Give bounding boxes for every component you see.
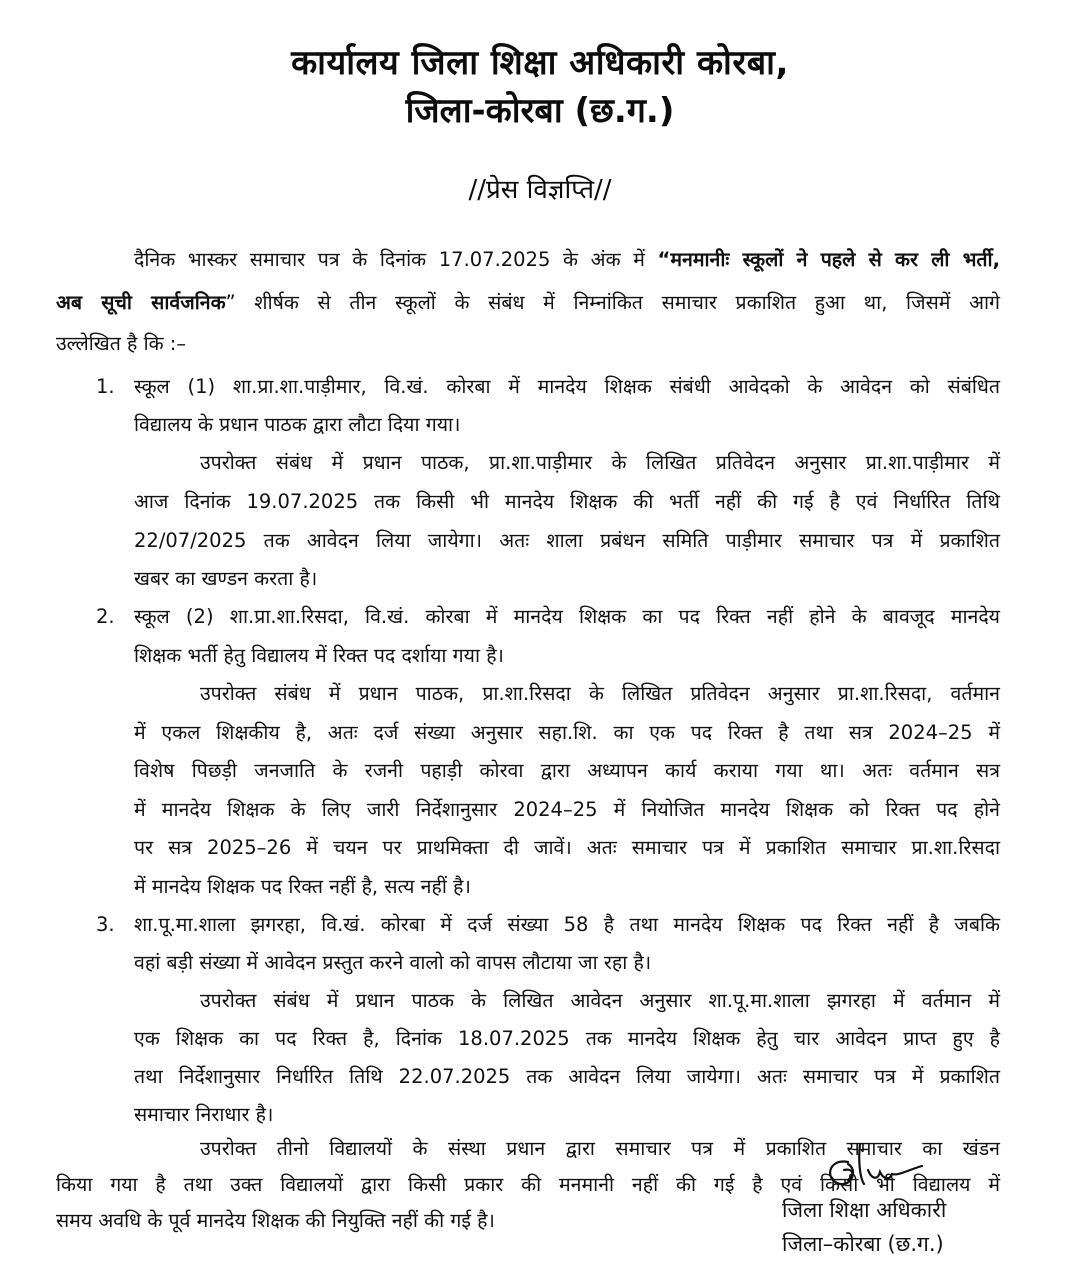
item-number: 2. xyxy=(96,605,115,628)
item-claim-line: शा.पू.मा.शाला झगरहा, वि.खं. कोरबा में दर्ज संख्या 58 है तथा मानदेय शिक्षक पद रिक्त नहीं है जबकि xyxy=(134,913,1000,936)
item-response-line: आज दिनांक 19.07.2025 तक किसी भी मानदेय शिक्षक की भर्ती नहीं की गई है एवं निर्धारित तिथि xyxy=(134,490,1000,513)
item-response-line: समाचार निराधार है। xyxy=(134,1103,274,1126)
conclusion-line: समय अवधि के पूर्व मानदेय शिक्षक की नियुक्ति नहीं की गई है। xyxy=(56,1209,495,1232)
conclusion-line: किया गया है तथा उक्त विद्यालयों द्वारा किसी प्रकार की मनमानी नहीं की गई है एवं किसी भी विद्यालय में xyxy=(56,1173,1000,1196)
signatory-district: जिला–कोरबा (छ.ग.) xyxy=(782,1232,944,1256)
intro-line-2 xyxy=(56,290,1000,318)
intro-text: दैनिक भास्कर समाचार पत्र के दिनांक 17.07.2025 के अंक में xyxy=(134,248,658,271)
intro-line-3: उल्लेखित है कि :– xyxy=(56,332,187,355)
item-response-line: पर सत्र 2025–26 में चयन पर प्राथमिक्ता दी जावें। अतः समाचार पत्र में प्रकाशित समाचार प्रा.शा.रिसदा xyxy=(134,836,1000,859)
signatory-designation: जिला शिक्षा अधिकारी xyxy=(782,1198,947,1222)
item-number: 3. xyxy=(96,913,115,936)
item-response-line: 22/07/2025 तक आवेदन लिया जायेगा। अतः शाला प्रबंधन समिति पाड़ीमार समाचार पत्र में प्रकाशित xyxy=(134,529,1000,552)
district-title: जिला-कोरबा (छ.ग.) xyxy=(405,91,675,131)
handwritten-signature xyxy=(818,1140,928,1200)
item-response-line: में मानदेय शिक्षक पद रिक्त नहीं है, सत्य नहीं है। xyxy=(134,875,471,898)
item-claim-line: स्कूल (2) शा.प्रा.शा.रिसदा, वि.खं. कोरबा में मानदेय शिक्षक का पद रिक्त नहीं होने के बावजूद मानदेय xyxy=(134,605,1000,628)
item-claim-line: स्कूल (1) शा.प्रा.शा.पाड़ीमार, वि.खं. कोरबा में मानदेय शिक्षक संबंधी आवेदको के आवेदन को संबंधित xyxy=(134,375,1000,398)
conclusion-line: उपरोक्त तीनो विद्यालयों के संस्था प्रधान द्वारा समाचार पत्र में प्रकाशित समाचार का खंडन xyxy=(200,1137,1000,1160)
item-response-line: उपरोक्त संबंध में प्रधान पाठक, प्रा.शा.पाड़ीमार के लिखित प्रतिवेदन अनुसार प्रा.शा.पाड़ीमार में xyxy=(200,451,1000,474)
item-response-line: तथा निर्देशानुसार निर्धारित तिथि 22.07.2025 तक आवेदन लिया जायेगा। अतः समाचार पत्र में प्रकाशित xyxy=(134,1065,1000,1088)
item-response-line: उपरोक्त संबंध में प्रधान पाठक के लिखित आवेदन अनुसार शा.पू.मा.शाला झगरहा में वर्तमान में xyxy=(200,989,1000,1012)
item-response-line: खबर का खण्डन करता है। xyxy=(134,567,318,590)
item-claim-line: वहां बड़ी संख्या में आवेदन प्रस्तुत करने वालो को वापस लौटाया जा रहा है। xyxy=(134,951,652,974)
intro-line-1 xyxy=(134,247,1000,275)
item-claim-line: शिक्षक भर्ती हेतु विद्यालय में रिक्त पद दर्शाया गया है। xyxy=(134,644,504,667)
item-response-line: में मानदेय शिक्षक के लिए जारी निर्देशानुसार 2024–25 में नियोजित मानदेय शिक्षक को रिक्त पद होने xyxy=(134,798,1000,821)
item-number: 1. xyxy=(96,375,115,398)
item-claim-line: विद्यालय के प्रधान पाठक द्वारा लौटा दिया गया। xyxy=(134,413,461,436)
item-response-line: विशेष पिछड़ी जनजाति के रजनी पहाड़ी कोरवा द्वारा अध्यापन कार्य कराया गया था। अतः वर्तमान सत्र xyxy=(134,759,1000,782)
item-response-line: एक शिक्षक का पद रिक्त है, दिनांक 18.07.2025 तक मानदेय शिक्षक हेतु चार आवेदन प्राप्त हुए है xyxy=(134,1027,1000,1050)
item-response-line: उपरोक्त संबंध में प्रधान पाठक, प्रा.शा.रिसदा के लिखित प्रतिवेदन अनुसार प्रा.शा.रिसदा, वर्तमान xyxy=(200,682,1000,705)
intro-text: ” शीर्षक से तीन स्कूलों के संबंध में निम्नांकित समाचार प्रकाशित हुआ था, जिसमें आगे xyxy=(225,291,1000,314)
news-headline-part-2: अब सूची सार्वजनिक xyxy=(56,291,226,314)
news-headline-part-1: “मनमानीः स्कूलों ने पहले से कर ली भर्ती, xyxy=(657,248,1000,271)
item-response-line: में एकल शिक्षकीय है, अतः दर्ज संख्या अनुसार सहा.शि. का एक पद रिक्त है तथा सत्र 2024–25 में xyxy=(134,721,1000,744)
press-release-heading: //प्रेस विज्ञप्ति// xyxy=(468,175,612,205)
office-title: कार्यालय जिला शिक्षा अधिकारी कोरबा, xyxy=(291,43,789,83)
